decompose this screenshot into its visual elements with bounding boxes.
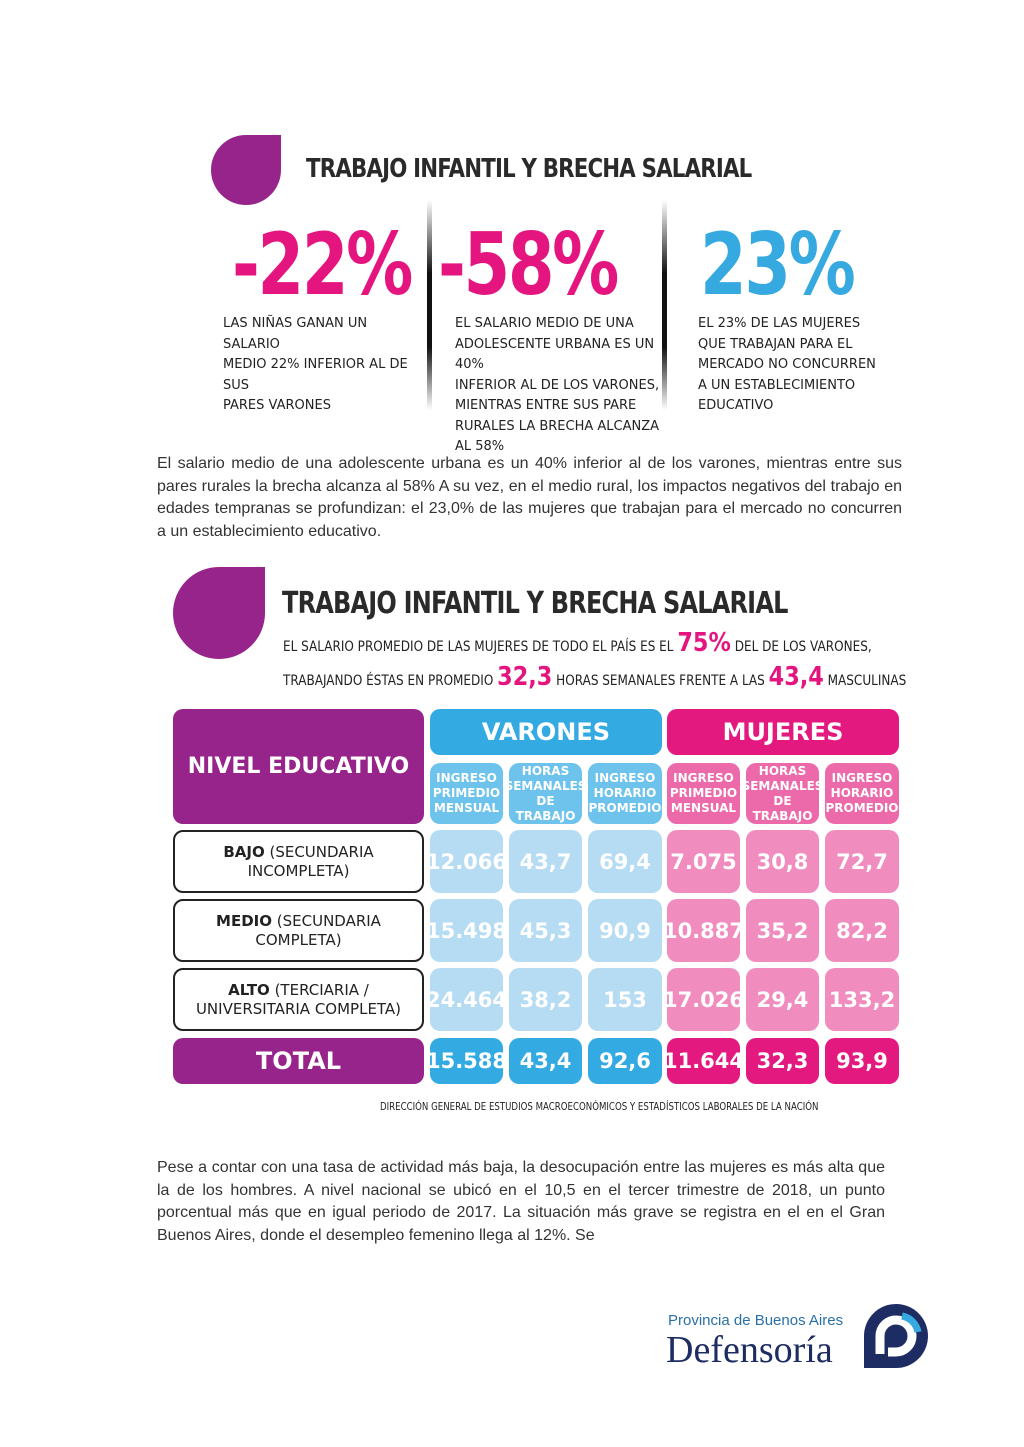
- row-label-total: [173, 1038, 424, 1084]
- paragraph-1: El salario medio de una adolescente urbana es un 40% inferior al de los varones, mientras entre sus pares rurales la brecha alcanza al 58% A su vez, en el medio rural, los impactos negativos del trabajo en edades tempranas se profundizan: el 23,0% de las mujeres que trabajan para el mercado no concurren a un establecimiento educativo.: [157, 455, 902, 540]
- col-header: [825, 763, 899, 824]
- cell-value: 92,6: [599, 1049, 651, 1073]
- table-row-header: [173, 709, 424, 824]
- cell-value: 69,4: [599, 849, 651, 874]
- section1-drop-icon: [211, 135, 281, 205]
- cell-value: 35,2: [756, 918, 809, 943]
- cell-value: 133,2: [828, 987, 896, 1012]
- row-label-alto: [173, 968, 424, 1031]
- divider-1: [427, 200, 432, 410]
- table-source: DIRECCIÓN GENERAL DE ESTUDIOS MACROECONÓMICOS Y ESTADÍSTICOS LABORALES DE LA NACIÓN: [380, 1101, 819, 1113]
- table-cell: [425, 968, 508, 1031]
- row-label-rest: (SECUNDARIA INCOMPLETA): [247, 842, 374, 880]
- total-cell: [746, 1038, 819, 1084]
- subtitle-highlight-32: 32,3: [497, 662, 553, 692]
- logo-province: Provincia de Buenos Aires: [668, 1312, 844, 1329]
- row-label-medio: [173, 899, 424, 962]
- subtitle-line-2-b: HORAS SEMANALES FRENTE A LAS: [556, 673, 765, 689]
- cell-value: 10.887: [662, 918, 745, 943]
- defensoria-logo-icon: [862, 1302, 932, 1370]
- table-cell: [746, 830, 819, 893]
- col-header: [667, 763, 740, 824]
- divider-2: [662, 200, 667, 410]
- cell-value: 17.026: [662, 987, 745, 1012]
- cell-value: 72,7: [836, 849, 888, 874]
- table-cell: [667, 830, 740, 893]
- col-header-label: INGRESO HORARIO PROMEDIO: [588, 771, 662, 815]
- table-cell: [588, 830, 662, 893]
- stat-2-value: -58%: [438, 215, 618, 315]
- cell-value: 7.075: [670, 849, 737, 874]
- group-header-mujeres-label: MUJERES: [722, 718, 844, 746]
- section2-drop-icon: [173, 567, 265, 659]
- paragraph-2: Pese a contar con una tasa de actividad más baja, la desocupación entre las mujeres es más alta que la de los hombres. A nivel nacional se ubicó en el 10,5 en el tercer trimestre de 2018, un punto porcentual más que en igual periodo de 2017. La situación más grave se registra en el en el Gran Buenos Aires, donde el desempleo femenino llega al 12%. Se: [157, 1159, 885, 1244]
- cell-value: 43,4: [519, 1049, 572, 1073]
- col-header-label: INGRESO PRIMEDIO MENSUAL: [669, 771, 738, 815]
- total-cell: [825, 1038, 899, 1084]
- table-cell: [425, 899, 508, 962]
- cell-value: 43,7: [519, 849, 572, 874]
- total-cell: [509, 1038, 582, 1084]
- row-label-bajo: [173, 830, 424, 893]
- cell-value: 24.464: [425, 987, 508, 1012]
- total-cell: [662, 1038, 745, 1084]
- total-label: TOTAL: [255, 1047, 342, 1075]
- total-cell: [425, 1038, 508, 1084]
- stat-1-value: -22%: [232, 215, 412, 315]
- table-cell: [746, 968, 819, 1031]
- row-label-rest: (TERCIARIA / UNIVERSITARIA COMPLETA): [195, 980, 402, 1018]
- col-header: [430, 763, 503, 824]
- cell-value: 11.644: [662, 1049, 745, 1073]
- group-header-mujeres: [667, 709, 899, 755]
- row-label-rest: (SECUNDARIA COMPLETA): [255, 911, 381, 949]
- table-cell: [746, 899, 819, 962]
- col-header: [588, 763, 662, 824]
- subtitle-highlight-43: 43,4: [768, 662, 824, 692]
- cell-value: 93,9: [836, 1049, 888, 1073]
- table-cell: [588, 899, 662, 962]
- total-cell: [588, 1038, 662, 1084]
- table-cell: [825, 830, 899, 893]
- section2-title: TRABAJO INFANTIL Y BRECHA SALARIAL: [282, 586, 788, 621]
- cell-value: 45,3: [519, 918, 572, 943]
- col-header: [504, 763, 587, 824]
- cell-value: 30,8: [756, 849, 809, 874]
- stat-1-text: LAS NIÑAS GANAN UN SALARIO MEDIO 22% INFERIOR AL DE SUS PARES VARONES: [223, 316, 408, 413]
- stat-2-text: EL SALARIO MEDIO DE UNA ADOLESCENTE URBANA ES UN 40% INFERIOR AL DE LOS VARONES, MIENTRAS ENTRE SUS PARE RURALES LA BRECHA ALCANZA AL 58%: [455, 316, 660, 454]
- subtitle-line-2-c: MASCULINAS: [827, 673, 907, 689]
- subtitle-line-1-b: DEL DE LOS VARONES,: [734, 639, 872, 655]
- cell-value: 82,2: [836, 918, 888, 943]
- section1-title: TRABAJO INFANTIL Y BRECHA SALARIAL: [306, 154, 752, 184]
- cell-value: 90,9: [599, 918, 651, 943]
- cell-value: 38,2: [519, 987, 572, 1012]
- row-header-label: NIVEL EDUCATIVO: [187, 754, 410, 779]
- table-cell: [425, 830, 508, 893]
- table-cell: [662, 968, 745, 1031]
- logo-defensoria: Defensoría: [666, 1329, 833, 1371]
- table-cell: [825, 899, 899, 962]
- subtitle-line-1: [283, 628, 872, 658]
- cell-value: 15.498: [425, 918, 508, 943]
- subtitle-highlight-75: 75%: [677, 628, 731, 658]
- table-cell: [509, 899, 582, 962]
- table-cell: [509, 830, 582, 893]
- row-label-bold: ALTO: [228, 980, 270, 999]
- table-cell: [825, 968, 899, 1031]
- subtitle-line-2-a: TRABAJANDO ÉSTAS EN PROMEDIO: [283, 673, 494, 689]
- stat-3-value: 23%: [700, 215, 854, 315]
- col-header-label: INGRESO PRIMEDIO MENSUAL: [432, 771, 501, 815]
- table-cell: [662, 899, 745, 962]
- group-header-varones: [430, 709, 662, 755]
- col-header-label: HORAS SEMANALES DE TRABAJO: [504, 763, 587, 823]
- cell-value: 15.588: [425, 1049, 508, 1073]
- cell-value: 32,3: [756, 1049, 809, 1073]
- col-header: [741, 763, 824, 824]
- cell-value: 12.066: [425, 849, 508, 874]
- cell-value: 153: [603, 987, 647, 1012]
- table-cell: [588, 968, 662, 1031]
- table-cell: [509, 968, 582, 1031]
- cell-value: 29,4: [756, 987, 809, 1012]
- subtitle-line-1-a: EL SALARIO PROMEDIO DE LAS MUJERES DE TODO EL PAÍS ES EL: [283, 639, 674, 655]
- stat-3-text: EL 23% DE LAS MUJERES QUE TRABAJAN PARA EL MERCADO NO CONCURREN A UN ESTABLECIMIENTO EDUCATIVO: [698, 316, 876, 413]
- subtitle-line-2: [283, 662, 906, 692]
- group-header-varones-label: VARONES: [481, 718, 611, 746]
- row-label-bold: BAJO: [223, 842, 265, 861]
- col-header-label: INGRESO HORARIO PROMEDIO: [825, 771, 899, 815]
- col-header-label: HORAS SEMANALES DE TRABAJO: [741, 763, 824, 823]
- row-label-bold: MEDIO: [216, 911, 272, 930]
